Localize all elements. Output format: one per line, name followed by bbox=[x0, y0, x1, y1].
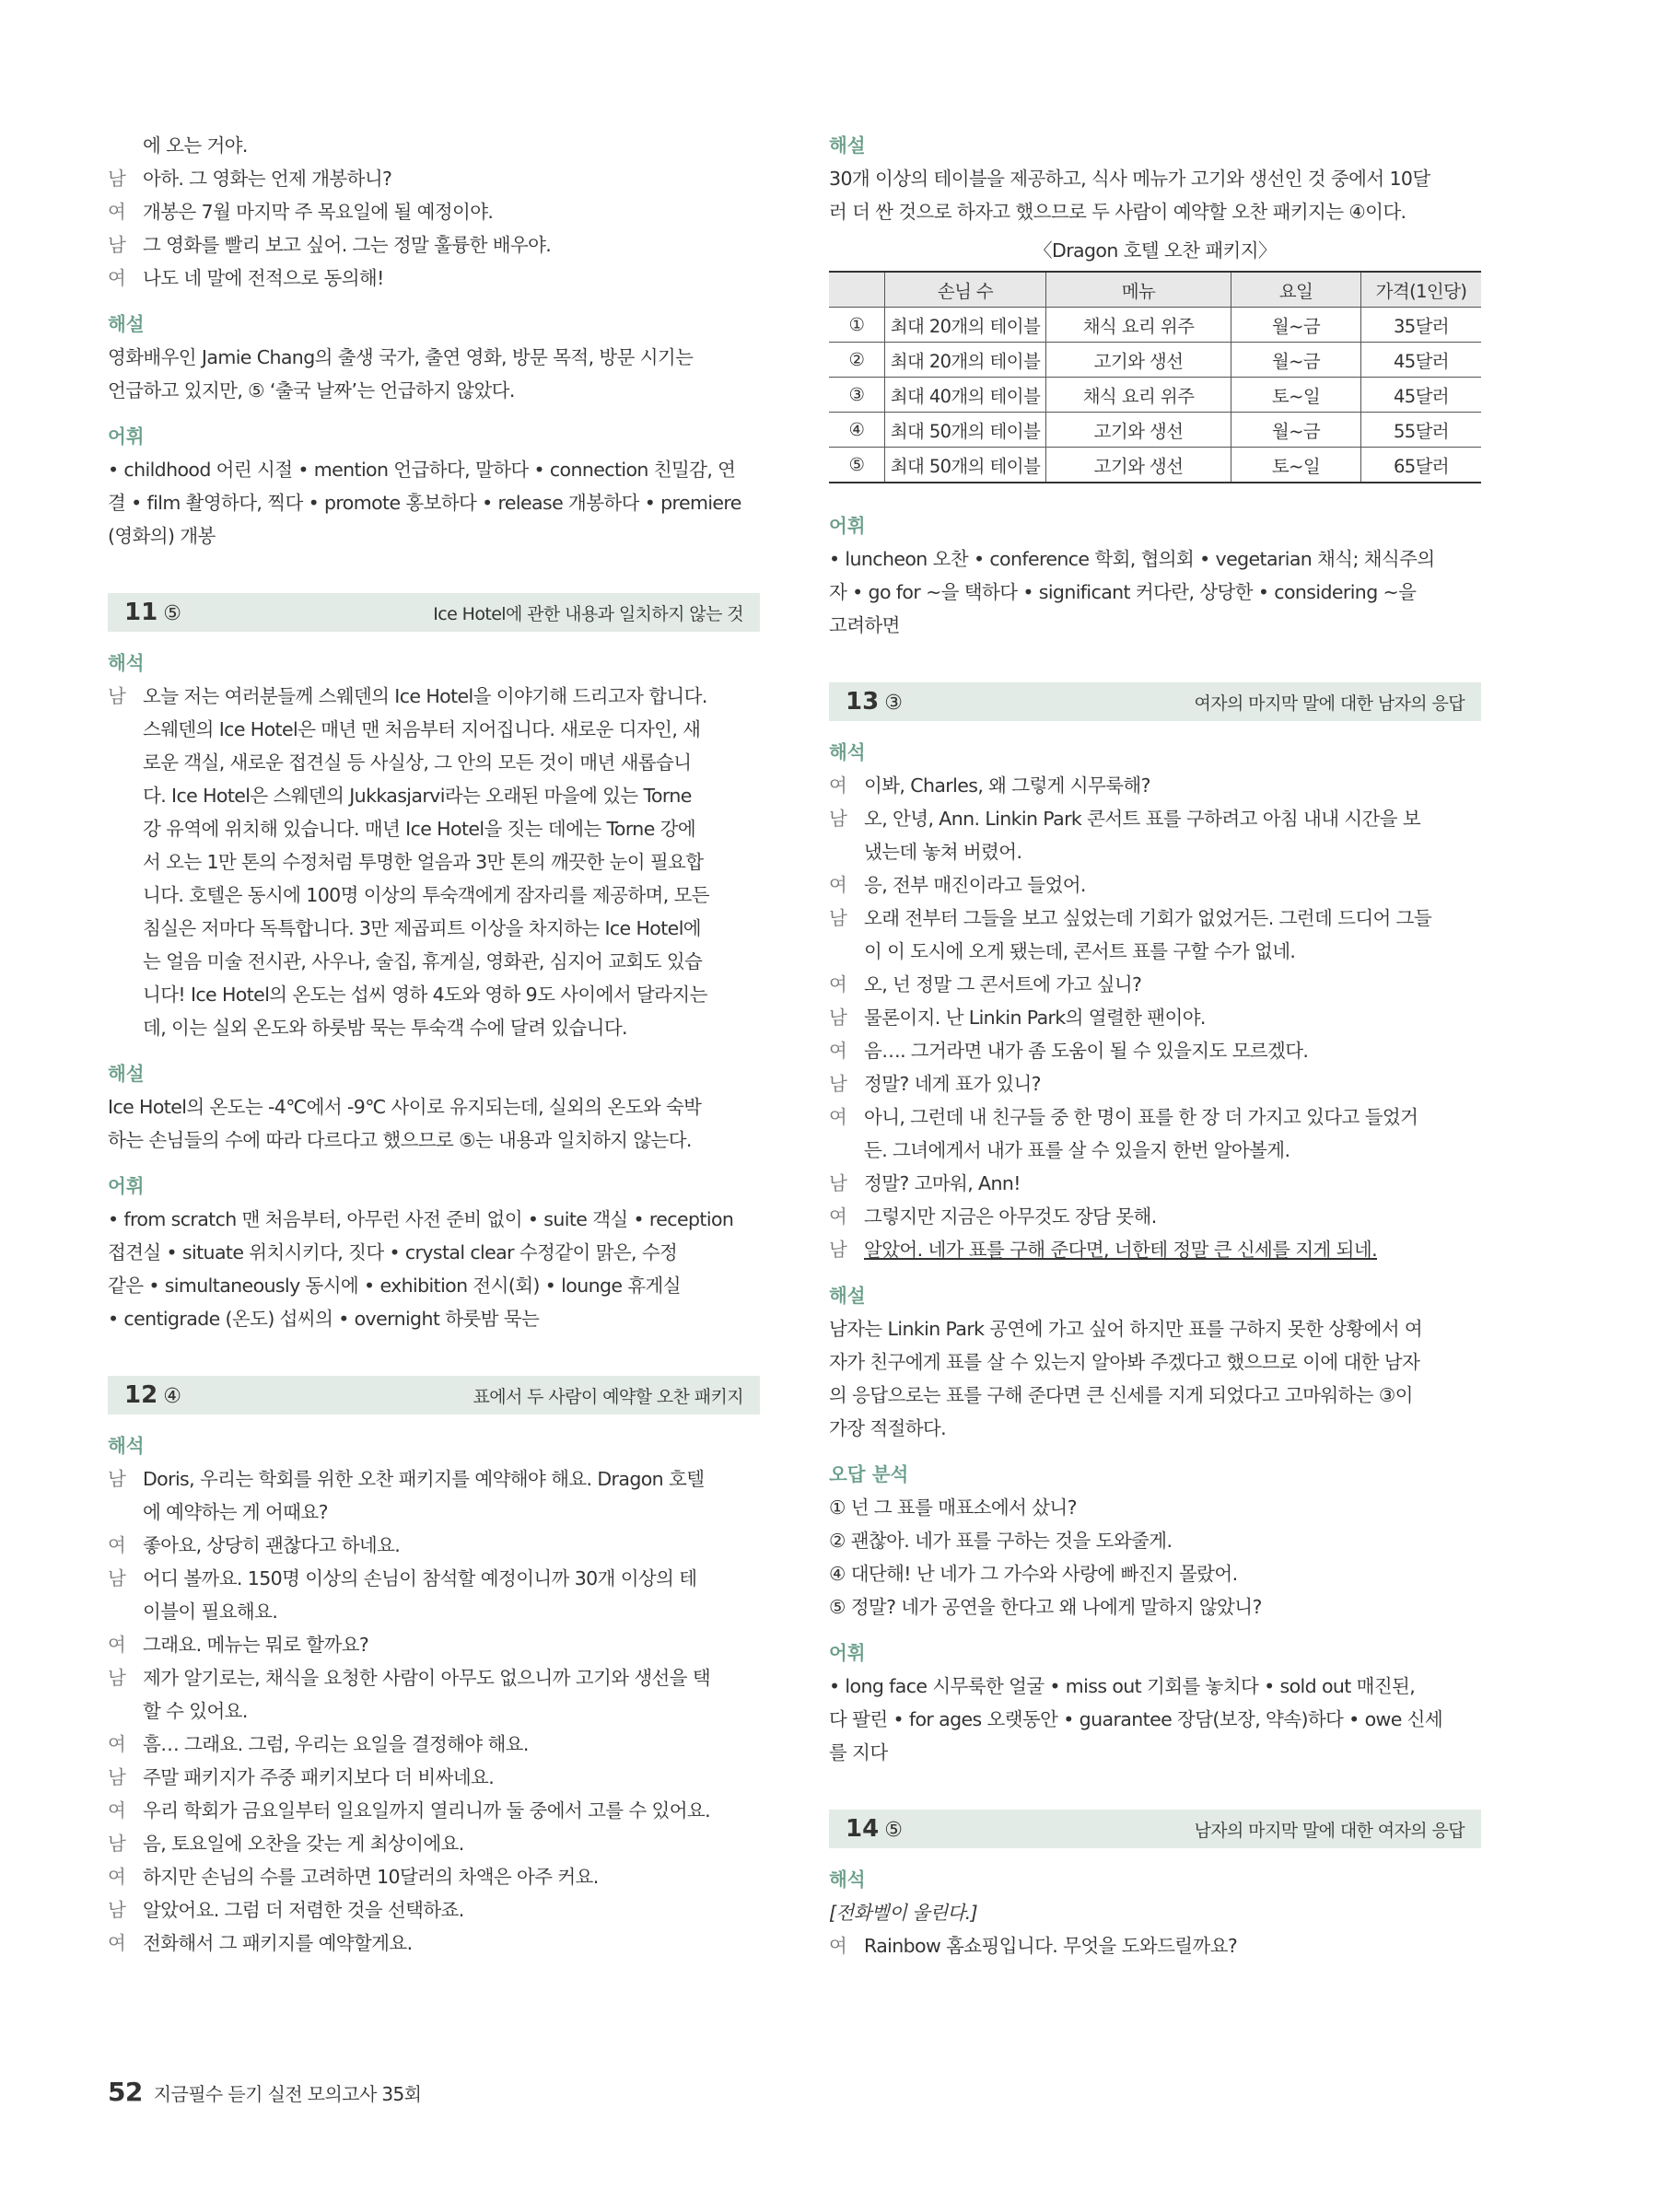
dialogue-line bbox=[108, 1794, 760, 1827]
section-label-translation: 해석 bbox=[108, 652, 145, 674]
table-row bbox=[829, 308, 1481, 343]
vocab-line: • luncheon 오찬 • conference 학회, 협의회 • vegetarian 채식; 채식주의 bbox=[829, 548, 1435, 570]
speaker-label: 여 bbox=[108, 1534, 126, 1556]
line-text: 오, 넌 정말 그 콘서트에 가고 싶니? bbox=[864, 973, 1142, 995]
line-text: 오늘 저는 여러분들께 스웨덴의 Ice Hotel을 이야기해 드리고자 합니다. bbox=[143, 685, 707, 707]
speaker-label: 여 bbox=[108, 1733, 126, 1755]
dialogue-line bbox=[108, 1893, 760, 1927]
dialogue-line bbox=[108, 1529, 760, 1562]
dialogue-line bbox=[108, 680, 760, 713]
speaker-label: 남 bbox=[108, 1567, 126, 1589]
line-text: 정말? 네게 표가 있니? bbox=[864, 1073, 1041, 1095]
line-text: 오, 안녕, Ann. Linkin Park 콘서트 표를 구하려고 아침 내내 시간을 보 bbox=[864, 808, 1421, 830]
line-text: 강 유역에 위치해 있습니다. 매년 Ice Hotel을 짓는 데에는 Torne 강에 bbox=[143, 818, 696, 840]
speaker-label: 여 bbox=[108, 1799, 126, 1822]
speaker-label: 남 bbox=[829, 907, 847, 929]
speaker-label: 남 bbox=[108, 1766, 126, 1788]
speaker-label: 여 bbox=[108, 1866, 126, 1888]
stage-direction: [전화벨이 울린다.] bbox=[829, 1902, 978, 1924]
left-column bbox=[108, 129, 760, 1960]
line-text: 응, 전부 매진이라고 들었어. bbox=[864, 874, 1086, 896]
question-answer: ③ bbox=[884, 692, 903, 715]
line-text: 음…. 그거라면 내가 좀 도움이 될 수 있을지도 모르겠다. bbox=[864, 1040, 1309, 1062]
table-header-row bbox=[829, 272, 1481, 308]
question-header-13 bbox=[829, 682, 1481, 721]
table-cell: 최대 40개의 테이블 bbox=[885, 378, 1046, 413]
speaker-label: 여 bbox=[829, 1040, 847, 1062]
dialogue-line bbox=[108, 1761, 760, 1794]
dialogue-line bbox=[829, 1067, 1481, 1100]
text-line: 자가 친구에게 표를 살 수 있는지 알아봐 주겠다고 했으므로 이에 대한 남자 bbox=[829, 1351, 1420, 1373]
page-footer bbox=[108, 2077, 421, 2107]
line-text: 다. Ice Hotel은 스웨덴의 Jukkasjarvi라는 오래된 마을에 있는 Torne bbox=[143, 785, 692, 807]
dialogue-line bbox=[829, 1167, 1481, 1200]
section-label-translation: 해석 bbox=[829, 1869, 866, 1891]
dialogue-continued bbox=[108, 129, 760, 295]
line-text: 전화해서 그 패키지를 예약할게요. bbox=[143, 1932, 413, 1954]
dialogue-line bbox=[829, 1100, 1481, 1134]
dialogue-line bbox=[108, 228, 760, 262]
table-row bbox=[829, 343, 1481, 378]
question-header-12 bbox=[108, 1376, 760, 1415]
table-cell: ⑤ bbox=[829, 448, 885, 483]
line-text: 침실은 저마다 독특합니다. 3만 제곱피트 이상을 차지하는 Ice Hotel에 bbox=[143, 917, 701, 939]
section-label-translation: 해석 bbox=[108, 1435, 145, 1457]
line-text: 아니, 그런데 내 친구들 중 한 명이 표를 한 장 더 가지고 있다고 들었거 bbox=[864, 1106, 1418, 1128]
speaker-label: 여 bbox=[829, 973, 847, 995]
speaker-label: 남 bbox=[829, 1073, 847, 1095]
dialogue-line bbox=[108, 779, 760, 812]
table-header-cell bbox=[829, 272, 885, 308]
line-text: 이 이 도시에 오게 됐는데, 콘서트 표를 구할 수가 없네. bbox=[864, 940, 1296, 962]
question-title: 표에서 두 사람이 예약할 오찬 패키지 bbox=[473, 1386, 743, 1407]
line-text: 개봉은 7월 마지막 주 목요일에 될 예정이야. bbox=[143, 201, 494, 223]
dialogue-line bbox=[829, 769, 1481, 802]
line-text: 든. 그녀에게서 내가 표를 살 수 있을지 한번 알아볼게. bbox=[864, 1139, 1290, 1161]
dialogue-line bbox=[829, 1929, 1481, 1962]
table-cell: 고기와 생선 bbox=[1046, 413, 1231, 448]
dialogue-line bbox=[829, 1001, 1481, 1034]
speaker-label: 남 bbox=[108, 1667, 126, 1689]
table-cell: 45달러 bbox=[1361, 378, 1482, 413]
wrong-answer-analysis bbox=[829, 1491, 1481, 1624]
section-label-vocab: 어휘 bbox=[108, 425, 145, 448]
vocab-line: (영화의) 개봉 bbox=[108, 525, 216, 547]
speaker-label: 여 bbox=[829, 774, 847, 797]
speaker-label: 남 bbox=[108, 168, 126, 190]
text-line: 30개 이상의 테이블을 제공하고, 식사 메뉴가 고기와 생선인 것 중에서 10달 bbox=[829, 168, 1430, 190]
line-text: Rainbow 홈쇼핑입니다. 무엇을 도와드릴까요? bbox=[864, 1935, 1238, 1957]
line-text: 정말? 고마워, Ann! bbox=[864, 1172, 1021, 1194]
text-line: 언급하고 있지만, ⑤ ‘출국 날짜’는 언급하지 않았다. bbox=[108, 379, 515, 402]
line-text: 제가 알기로는, 채식을 요청한 사람이 아무도 없으니까 고기와 생선을 택 bbox=[143, 1667, 711, 1689]
line-text: 스웨덴의 Ice Hotel은 매년 맨 처음부터 지어집니다. 새로운 디자인, 새 bbox=[143, 718, 701, 740]
speaker-label: 남 bbox=[829, 1239, 847, 1261]
vocab-line: • centigrade (온도) 섭씨의 • overnight 하룻밤 묵는 bbox=[108, 1308, 540, 1330]
dialogue-line bbox=[108, 1462, 760, 1496]
question-number: 11 bbox=[124, 599, 158, 626]
line-text: 우리 학회가 금요일부터 일요일까지 열리니까 둘 중에서 고를 수 있어요. bbox=[143, 1799, 711, 1822]
translation-text bbox=[108, 680, 760, 1044]
translation-text bbox=[108, 1462, 760, 1960]
table-cell: 채식 요리 위주 bbox=[1046, 308, 1231, 343]
table-header-cell: 메뉴 bbox=[1046, 272, 1231, 308]
table-cell: ③ bbox=[829, 378, 885, 413]
line-text: Doris, 우리는 학회를 위한 오찬 패키지를 예약해야 해요. Dragon 호텔 bbox=[143, 1468, 705, 1490]
table-cell: 45달러 bbox=[1361, 343, 1482, 378]
section-label-explanation: 해설 bbox=[829, 1285, 866, 1307]
dialogue-line bbox=[108, 1927, 760, 1960]
table-title: 〈Dragon 호텔 오찬 패키지〉 bbox=[1033, 239, 1277, 262]
question-answer: ⑤ bbox=[163, 602, 181, 625]
speaker-label: 남 bbox=[829, 808, 847, 830]
dialogue-line bbox=[108, 1827, 760, 1860]
vocab-line: • from scratch 맨 처음부터, 아무런 사전 준비 없이 • suite 객실 • reception bbox=[108, 1208, 734, 1230]
vocab-text bbox=[829, 1670, 1481, 1769]
dialogue-line bbox=[108, 812, 760, 845]
dialogue-line bbox=[829, 1034, 1481, 1067]
line-text: 그 영화를 빨리 보고 싶어. 그는 정말 훌륭한 배우야. bbox=[143, 234, 552, 256]
wrong-answer-line: ④ 대단해! 난 네가 그 가수와 사랑에 빠진지 몰랐어. bbox=[829, 1563, 1238, 1585]
dialogue-line bbox=[108, 978, 760, 1011]
line-text: 음, 토요일에 오찬을 갖는 게 최상이에요. bbox=[143, 1833, 464, 1855]
vocab-line: 를 지다 bbox=[829, 1741, 888, 1764]
speaker-label: 남 bbox=[108, 234, 126, 256]
table-header-cell: 요일 bbox=[1231, 272, 1361, 308]
question-number: 13 bbox=[846, 688, 880, 716]
line-text: 어디 볼까요. 150명 이상의 손님이 참석할 예정이니까 30개 이상의 테 bbox=[143, 1567, 697, 1589]
section-label-translation: 해석 bbox=[829, 741, 866, 763]
table-cell: ④ bbox=[829, 413, 885, 448]
question-answer: ⑤ bbox=[884, 1819, 903, 1842]
line-text: 서 오는 1만 톤의 수정처럼 투명한 얼음과 3만 톤의 깨끗한 눈이 필요합 bbox=[143, 851, 704, 873]
speaker-label: 남 bbox=[829, 1007, 847, 1029]
vocab-line: • childhood 어린 시절 • mention 언급하다, 말하다 • connection 친밀감, 연 bbox=[108, 459, 736, 481]
right-column bbox=[829, 129, 1481, 1962]
line-text: 하지만 손님의 수를 고려하면 10달러의 차액은 아주 커요. bbox=[143, 1866, 599, 1888]
table-cell: 55달러 bbox=[1361, 413, 1482, 448]
vocab-line: 다 팔린 • for ages 오랫동안 • guarantee 장담(보장, 약속)하다 • owe 신세 bbox=[829, 1708, 1443, 1730]
explanation-text bbox=[108, 1090, 760, 1157]
question-title: Ice Hotel에 관한 내용과 일치하지 않는 것 bbox=[433, 603, 743, 624]
section-label-wrong-answers: 오답 분석 bbox=[829, 1463, 909, 1485]
section-label-vocab: 어휘 bbox=[829, 515, 866, 537]
speaker-label: 여 bbox=[108, 201, 126, 223]
table-cell: 35달러 bbox=[1361, 308, 1482, 343]
vocab-text bbox=[108, 453, 760, 553]
question-title: 남자의 마지막 말에 대한 여자의 응답 bbox=[1194, 1820, 1465, 1841]
dialogue-line bbox=[108, 1860, 760, 1893]
line-text: 그렇지만 지금은 아무것도 장담 못해. bbox=[864, 1205, 1157, 1228]
speaker-label: 남 bbox=[108, 1468, 126, 1490]
section-label-vocab: 어휘 bbox=[829, 1642, 866, 1664]
line-text: 냈는데 놓쳐 버렸어. bbox=[864, 841, 1022, 863]
question-header-14 bbox=[829, 1810, 1481, 1848]
vocab-line: • long face 시무룩한 얼굴 • miss out 기회를 놓치다 • sold out 매진된, bbox=[829, 1675, 1416, 1697]
line-text: 물론이지. 난 Linkin Park의 열렬한 팬이야. bbox=[864, 1007, 1206, 1029]
dialogue-line bbox=[108, 1595, 760, 1628]
table-cell: 최대 20개의 테이블 bbox=[885, 308, 1046, 343]
speaker-label: 여 bbox=[108, 267, 126, 289]
line-text: 이블이 필요해요. bbox=[143, 1601, 278, 1623]
line-text: 할 수 있어요. bbox=[143, 1700, 248, 1722]
page-number: 52 bbox=[108, 2077, 143, 2107]
speaker-label: 남 bbox=[108, 1833, 126, 1855]
vocab-line: 자 • go for ~을 택하다 • significant 커다란, 상당한 • considering ~을 bbox=[829, 581, 1417, 603]
dialogue-line bbox=[108, 1694, 760, 1728]
section-label-explanation: 해설 bbox=[108, 1063, 145, 1085]
table-cell: 최대 50개의 테이블 bbox=[885, 448, 1046, 483]
dialogue-line bbox=[829, 1200, 1481, 1233]
table-cell: 65달러 bbox=[1361, 448, 1482, 483]
table-header-cell: 가격(1인당) bbox=[1361, 272, 1482, 308]
text-line: 영화배우인 Jamie Chang의 출생 국가, 출연 영화, 방문 목적, 방문 시기는 bbox=[108, 346, 694, 368]
text-line: Ice Hotel의 온도는 -4℃에서 -9℃ 사이로 유지되는데, 실외의 온도와 숙박 bbox=[108, 1096, 702, 1118]
line-text: 알았어. 네가 표를 구해 준다면, 너한테 정말 큰 신세를 지게 되네. bbox=[864, 1239, 1377, 1261]
text-line: 러 더 싼 것으로 하자고 했으므로 두 사람이 예약할 오찬 패키지는 ④이다. bbox=[829, 201, 1406, 223]
table-cell: 월~금 bbox=[1231, 413, 1361, 448]
table-cell: 최대 20개의 테이블 bbox=[885, 343, 1046, 378]
speaker-label: 여 bbox=[829, 874, 847, 896]
table-cell: 월~금 bbox=[1231, 308, 1361, 343]
dialogue-line bbox=[829, 835, 1481, 868]
line-text: 는 얼음 미술 전시관, 사우나, 술집, 휴게실, 영화관, 심지어 교회도 있습 bbox=[143, 950, 703, 972]
dialogue-line bbox=[108, 879, 760, 912]
dialogue-line bbox=[108, 1011, 760, 1044]
text-line: 남자는 Linkin Park 공연에 가고 싶어 하지만 표를 구하지 못한 상황에서 여 bbox=[829, 1318, 1423, 1340]
text-line: 하는 손님들의 수에 따라 다르다고 했으므로 ⑤는 내용과 일치하지 않는다. bbox=[108, 1129, 692, 1151]
section-label-vocab: 어휘 bbox=[108, 1175, 145, 1197]
translation-text bbox=[829, 769, 1481, 1266]
vocab-line: 같은 • simultaneously 동시에 • exhibition 전시(회) • lounge 휴게실 bbox=[108, 1275, 681, 1297]
table-cell: ② bbox=[829, 343, 885, 378]
vocab-text bbox=[108, 1203, 760, 1335]
line-text: 이봐, Charles, 왜 그렇게 시무룩해? bbox=[864, 774, 1150, 797]
translation-text bbox=[829, 1929, 1481, 1962]
dialogue-line bbox=[108, 1628, 760, 1661]
vocab-line: 접견실 • situate 위치시키다, 짓다 • crystal clear 수정같이 맑은, 수정 bbox=[108, 1241, 678, 1263]
dialogue-line bbox=[829, 902, 1481, 935]
table-header-cell: 손님 수 bbox=[885, 272, 1046, 308]
table-cell: 채식 요리 위주 bbox=[1046, 378, 1231, 413]
explanation-text bbox=[829, 1312, 1481, 1445]
dialogue-line bbox=[108, 746, 760, 779]
dialogue-line bbox=[108, 195, 760, 228]
line-text: 아하. 그 영화는 언제 개봉하니? bbox=[143, 168, 392, 190]
line-text: 알았어요. 그럼 더 저렴한 것을 선택하죠. bbox=[143, 1899, 464, 1921]
speaker-label: 남 bbox=[829, 1172, 847, 1194]
dialogue-line bbox=[108, 713, 760, 746]
table-cell: 고기와 생선 bbox=[1046, 448, 1231, 483]
wrong-answer-line: ① 넌 그 표를 매표소에서 샀니? bbox=[829, 1496, 1077, 1519]
dialogue-line bbox=[108, 1496, 760, 1529]
dialogue-line bbox=[108, 129, 760, 162]
dialogue-line bbox=[108, 262, 760, 295]
table-cell: 토~일 bbox=[1231, 448, 1361, 483]
line-text: 오래 전부터 그들을 보고 싶었는데 기회가 없었거든. 그런데 드디어 그들 bbox=[864, 907, 1432, 929]
text-line: 의 응답으로는 표를 구해 준다면 큰 신세를 지게 되었다고 고마워하는 ③이 bbox=[829, 1384, 1413, 1406]
speaker-label: 여 bbox=[829, 1935, 847, 1957]
book-title: 지금필수 듣기 실전 모의고사 35회 bbox=[153, 2083, 422, 2105]
question-title: 여자의 마지막 말에 대한 남자의 응답 bbox=[1194, 693, 1465, 714]
wrong-answer-line: ⑤ 정말? 네가 공연을 한다고 왜 나에게 말하지 않았니? bbox=[829, 1596, 1262, 1618]
line-text: 좋아요, 상당히 괜찮다고 하네요. bbox=[143, 1534, 401, 1556]
table-row bbox=[829, 378, 1481, 413]
line-text: 에 오는 거야. bbox=[143, 134, 248, 157]
table-row bbox=[829, 413, 1481, 448]
dialogue-line bbox=[108, 945, 760, 978]
dialogue-line bbox=[829, 868, 1481, 902]
dialogue-line bbox=[108, 845, 760, 879]
dialogue-line bbox=[108, 1562, 760, 1595]
speaker-label: 남 bbox=[108, 685, 126, 707]
table-row bbox=[829, 448, 1481, 483]
question-number: 12 bbox=[124, 1381, 158, 1409]
question-header-11 bbox=[108, 593, 760, 632]
table-cell: 고기와 생선 bbox=[1046, 343, 1231, 378]
explanation-text bbox=[829, 162, 1481, 228]
section-label-explanation: 해설 bbox=[108, 313, 145, 335]
table-cell: 최대 50개의 테이블 bbox=[885, 413, 1046, 448]
line-text: 나도 네 말에 전적으로 동의해! bbox=[143, 267, 384, 289]
dialogue-line bbox=[108, 162, 760, 195]
line-text: 니다! Ice Hotel의 온도는 섭씨 영하 4도와 영하 9도 사이에서 달라지는 bbox=[143, 984, 707, 1006]
vocab-line: 고려하면 bbox=[829, 614, 900, 636]
dialogue-line bbox=[108, 912, 760, 945]
speaker-label: 남 bbox=[108, 1899, 126, 1921]
dialogue-line bbox=[829, 1233, 1481, 1266]
speaker-label: 여 bbox=[108, 1634, 126, 1656]
dialogue-line bbox=[829, 935, 1481, 968]
table-cell: 월~금 bbox=[1231, 343, 1361, 378]
speaker-label: 여 bbox=[829, 1106, 847, 1128]
line-text: 에 예약하는 게 어때요? bbox=[143, 1501, 328, 1523]
line-text: 흠… 그래요. 그럼, 우리는 요일을 결정해야 해요. bbox=[143, 1733, 529, 1755]
question-number: 14 bbox=[846, 1815, 880, 1843]
table-cell: ① bbox=[829, 308, 885, 343]
line-text: 니다. 호텔은 동시에 100명 이상의 투숙객에게 잠자리를 제공하며, 모든 bbox=[143, 884, 709, 906]
luncheon-package-table bbox=[829, 271, 1481, 483]
vocab-text bbox=[829, 542, 1481, 642]
vocab-line: 결 • film 촬영하다, 찍다 • promote 홍보하다 • release 개봉하다 • premiere bbox=[108, 492, 741, 514]
dialogue-line bbox=[829, 968, 1481, 1001]
explanation-text bbox=[108, 341, 760, 407]
line-text: 주말 패키지가 주중 패키지보다 더 비싸네요. bbox=[143, 1766, 495, 1788]
question-answer: ④ bbox=[163, 1385, 181, 1408]
speaker-label: 여 bbox=[108, 1932, 126, 1954]
line-text: 그래요. 메뉴는 뭐로 할까요? bbox=[143, 1634, 369, 1656]
dialogue-line bbox=[108, 1661, 760, 1694]
dialogue-line bbox=[829, 1134, 1481, 1167]
line-text: 데, 이는 실외 온도와 하룻밤 묵는 투숙객 수에 달려 있습니다. bbox=[143, 1017, 627, 1039]
dialogue-line bbox=[108, 1728, 760, 1761]
line-text: 로운 객실, 새로운 접견실 등 사실상, 그 안의 모든 것이 매년 새롭습니 bbox=[143, 751, 692, 774]
table-cell: 토~일 bbox=[1231, 378, 1361, 413]
wrong-answer-line: ② 괜찮아. 네가 표를 구하는 것을 도와줄게. bbox=[829, 1530, 1173, 1552]
dialogue-line bbox=[829, 802, 1481, 835]
section-label-explanation: 해설 bbox=[829, 134, 866, 157]
text-line: 가장 적절하다. bbox=[829, 1417, 947, 1439]
speaker-label: 여 bbox=[829, 1205, 847, 1228]
